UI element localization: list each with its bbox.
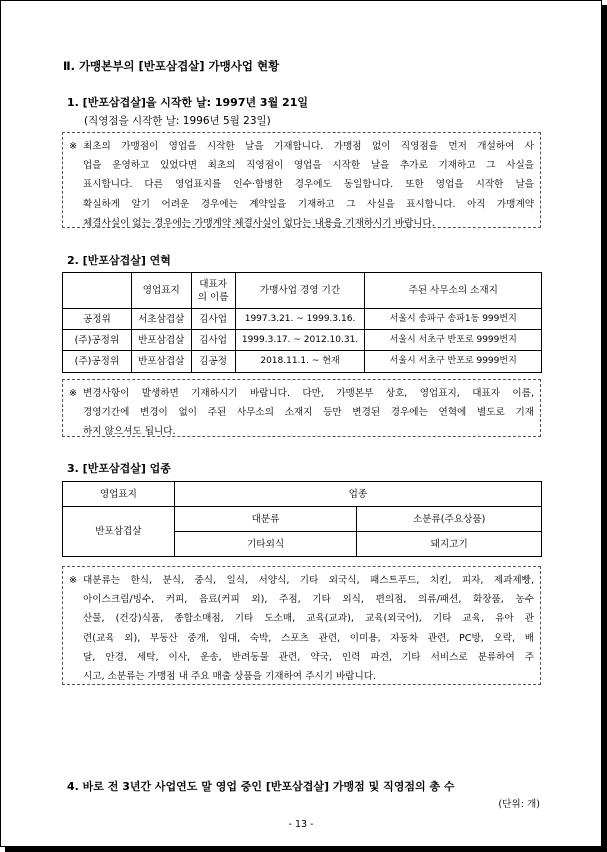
table-header-cell: [63, 273, 132, 309]
page-shadow-bottom: [5, 847, 607, 852]
table-row: [63, 309, 542, 330]
table-cell: 돼지고기: [357, 532, 542, 557]
table-cell: 서울시 서초구 반포로 9999번지: [365, 330, 542, 351]
table-cell: 김사업: [191, 330, 235, 351]
section-1-subheading: (직영점을 시작한 날: 1996년 5월 23일): [84, 115, 271, 127]
table-header-row: [63, 273, 542, 309]
table-cell: 김사업: [191, 309, 235, 330]
industry-table: [62, 481, 542, 557]
table-cell: 2018.11.1. ~ 현재: [235, 351, 365, 373]
table-header-cell: 업종: [174, 482, 541, 507]
table-header-cell: 주된 사무소의 소재지: [365, 273, 542, 309]
table-header-cell: 대표자의 이름: [191, 273, 235, 309]
reference-mark: ※: [69, 575, 78, 586]
note-line: 업을 운영하고 있었다면 최초의 직영점이 영업을 시작한 날을 추가로 기재하고 그 사실을: [83, 160, 534, 172]
table-cell: (주)공정위: [63, 351, 132, 373]
note-line: 대분류는 한식, 분식, 중식, 일식, 서양식, 기타 외국식, 패스트푸드, 치킨, 피자, 제과제빵,: [83, 575, 534, 586]
table-row: [63, 507, 542, 532]
section-3-note: [62, 566, 541, 685]
note-line: 달, 안경, 세탁, 이사, 운송, 반려동물 관련, 약국, 인력 파견, 기타 서비스로 분류하여 주: [83, 651, 534, 663]
table-header-cell: 영업표지: [63, 482, 175, 507]
table-row: [63, 351, 542, 373]
note-line: 시고, 소분류는 가맹점 내 주요 매출 상품을 기재하여 주시기 바랍니다.: [83, 671, 377, 683]
page-number: - 13 -: [288, 819, 314, 830]
section-2-note: [62, 379, 541, 437]
table-row: [63, 330, 542, 351]
table-cell: 기타외식: [174, 532, 357, 557]
table-header-cell: 대분류: [174, 507, 357, 532]
note-line: 아이스크림/빙수, 커피, 음료(커피 외), 주점, 기타 외식, 편의점, 의류/패션, 화장품, 농수: [83, 594, 534, 606]
note-line: 하지 않으셔도 됩니다.: [83, 426, 176, 438]
table-cell: 반포삼겹살: [131, 330, 191, 351]
note-line: 체결사실이 없는 경우에는 가맹계약 체결사실이 없다는 내용을 기재하시기 바랍니다.: [83, 217, 435, 229]
table-header-cell: 가맹사업 경영 기간: [235, 273, 365, 309]
table-cell: 공정위: [63, 309, 132, 330]
table-cell: 서울시 송파구 송파1동 999번지: [365, 309, 542, 330]
note-line: 변경사항이 발생하면 기재하시기 바랍니다. 다만, 가맹본부 상호, 영업표지, 대표자 이름,: [83, 388, 534, 399]
note-line: 표시합니다. 다른 영업표지를 인수·합병한 경우에도 동일합니다. 또한 영업을 시작한 날을: [83, 179, 534, 191]
history-table: [62, 272, 542, 373]
table-header-cell: 영업표지: [131, 273, 191, 309]
section-3-heading: 3. [반포삼겹살] 업종: [67, 462, 171, 475]
table-cell: 김공정: [191, 351, 235, 373]
table-cell: 1999.3.17. ~ 2012.10.31.: [235, 330, 365, 351]
table-cell: 서울시 서초구 반포로 9999번지: [365, 351, 542, 373]
note-line: 경영기간에 변경이 없이 주된 사무소의 소재지 등만 변경된 경우에는 연혁에 별도로 기재: [83, 407, 534, 419]
section-1-note: [62, 132, 541, 228]
section-4-heading: 4. 바로 전 3년간 사업연도 말 영업 중인 [반포삼겹살] 가맹점 및 직영점의 총 수: [67, 780, 455, 793]
reference-mark: ※: [69, 388, 78, 399]
section-2-heading: 2. [반포삼겹살] 연혁: [67, 254, 171, 267]
section-title: Ⅱ. 가맹본부의 [반포삼겹살] 가맹사업 현황: [63, 59, 280, 73]
section-1-heading: 1. [반포삼겹살]을 시작한 날: 1997년 3월 21일: [67, 96, 308, 109]
reference-mark: ※: [69, 141, 78, 152]
table-header-cell: 소분류(주요상품): [357, 507, 542, 532]
table-cell: 1997.3.21. ~ 1999.3.16.: [235, 309, 365, 330]
table-header-row: [63, 482, 542, 507]
table-cell: 반포삼겹살: [63, 507, 175, 557]
table-cell: 반포삼겹살: [131, 351, 191, 373]
note-line: 최초의 가맹점이 영업을 시작한 날을 기재합니다. 가맹점 없이 직영점을 먼저 개설하여 사: [83, 141, 534, 152]
table-cell: 서초삼겹살: [131, 309, 191, 330]
note-line: 산물, (건강)식품, 종합소매점, 기타 도소매, 교육(교과), 교육(외국어), 기타 교육, 유아 관: [83, 613, 534, 625]
note-line: 확실하게 알기 어려운 경우에는 계약일을 기재하고 그 사실을 표시합니다. 아직 가맹계약: [83, 198, 534, 210]
table-cell: (주)공정위: [63, 330, 132, 351]
note-line: 련(교육 외), 부동산 중개, 임대, 숙박, 스포츠 관련, 이미용, 자동차 관련, PC방, 오락, 배: [83, 632, 534, 644]
page-shadow-right: [602, 5, 607, 852]
unit-label: (단위: 개): [498, 799, 540, 810]
